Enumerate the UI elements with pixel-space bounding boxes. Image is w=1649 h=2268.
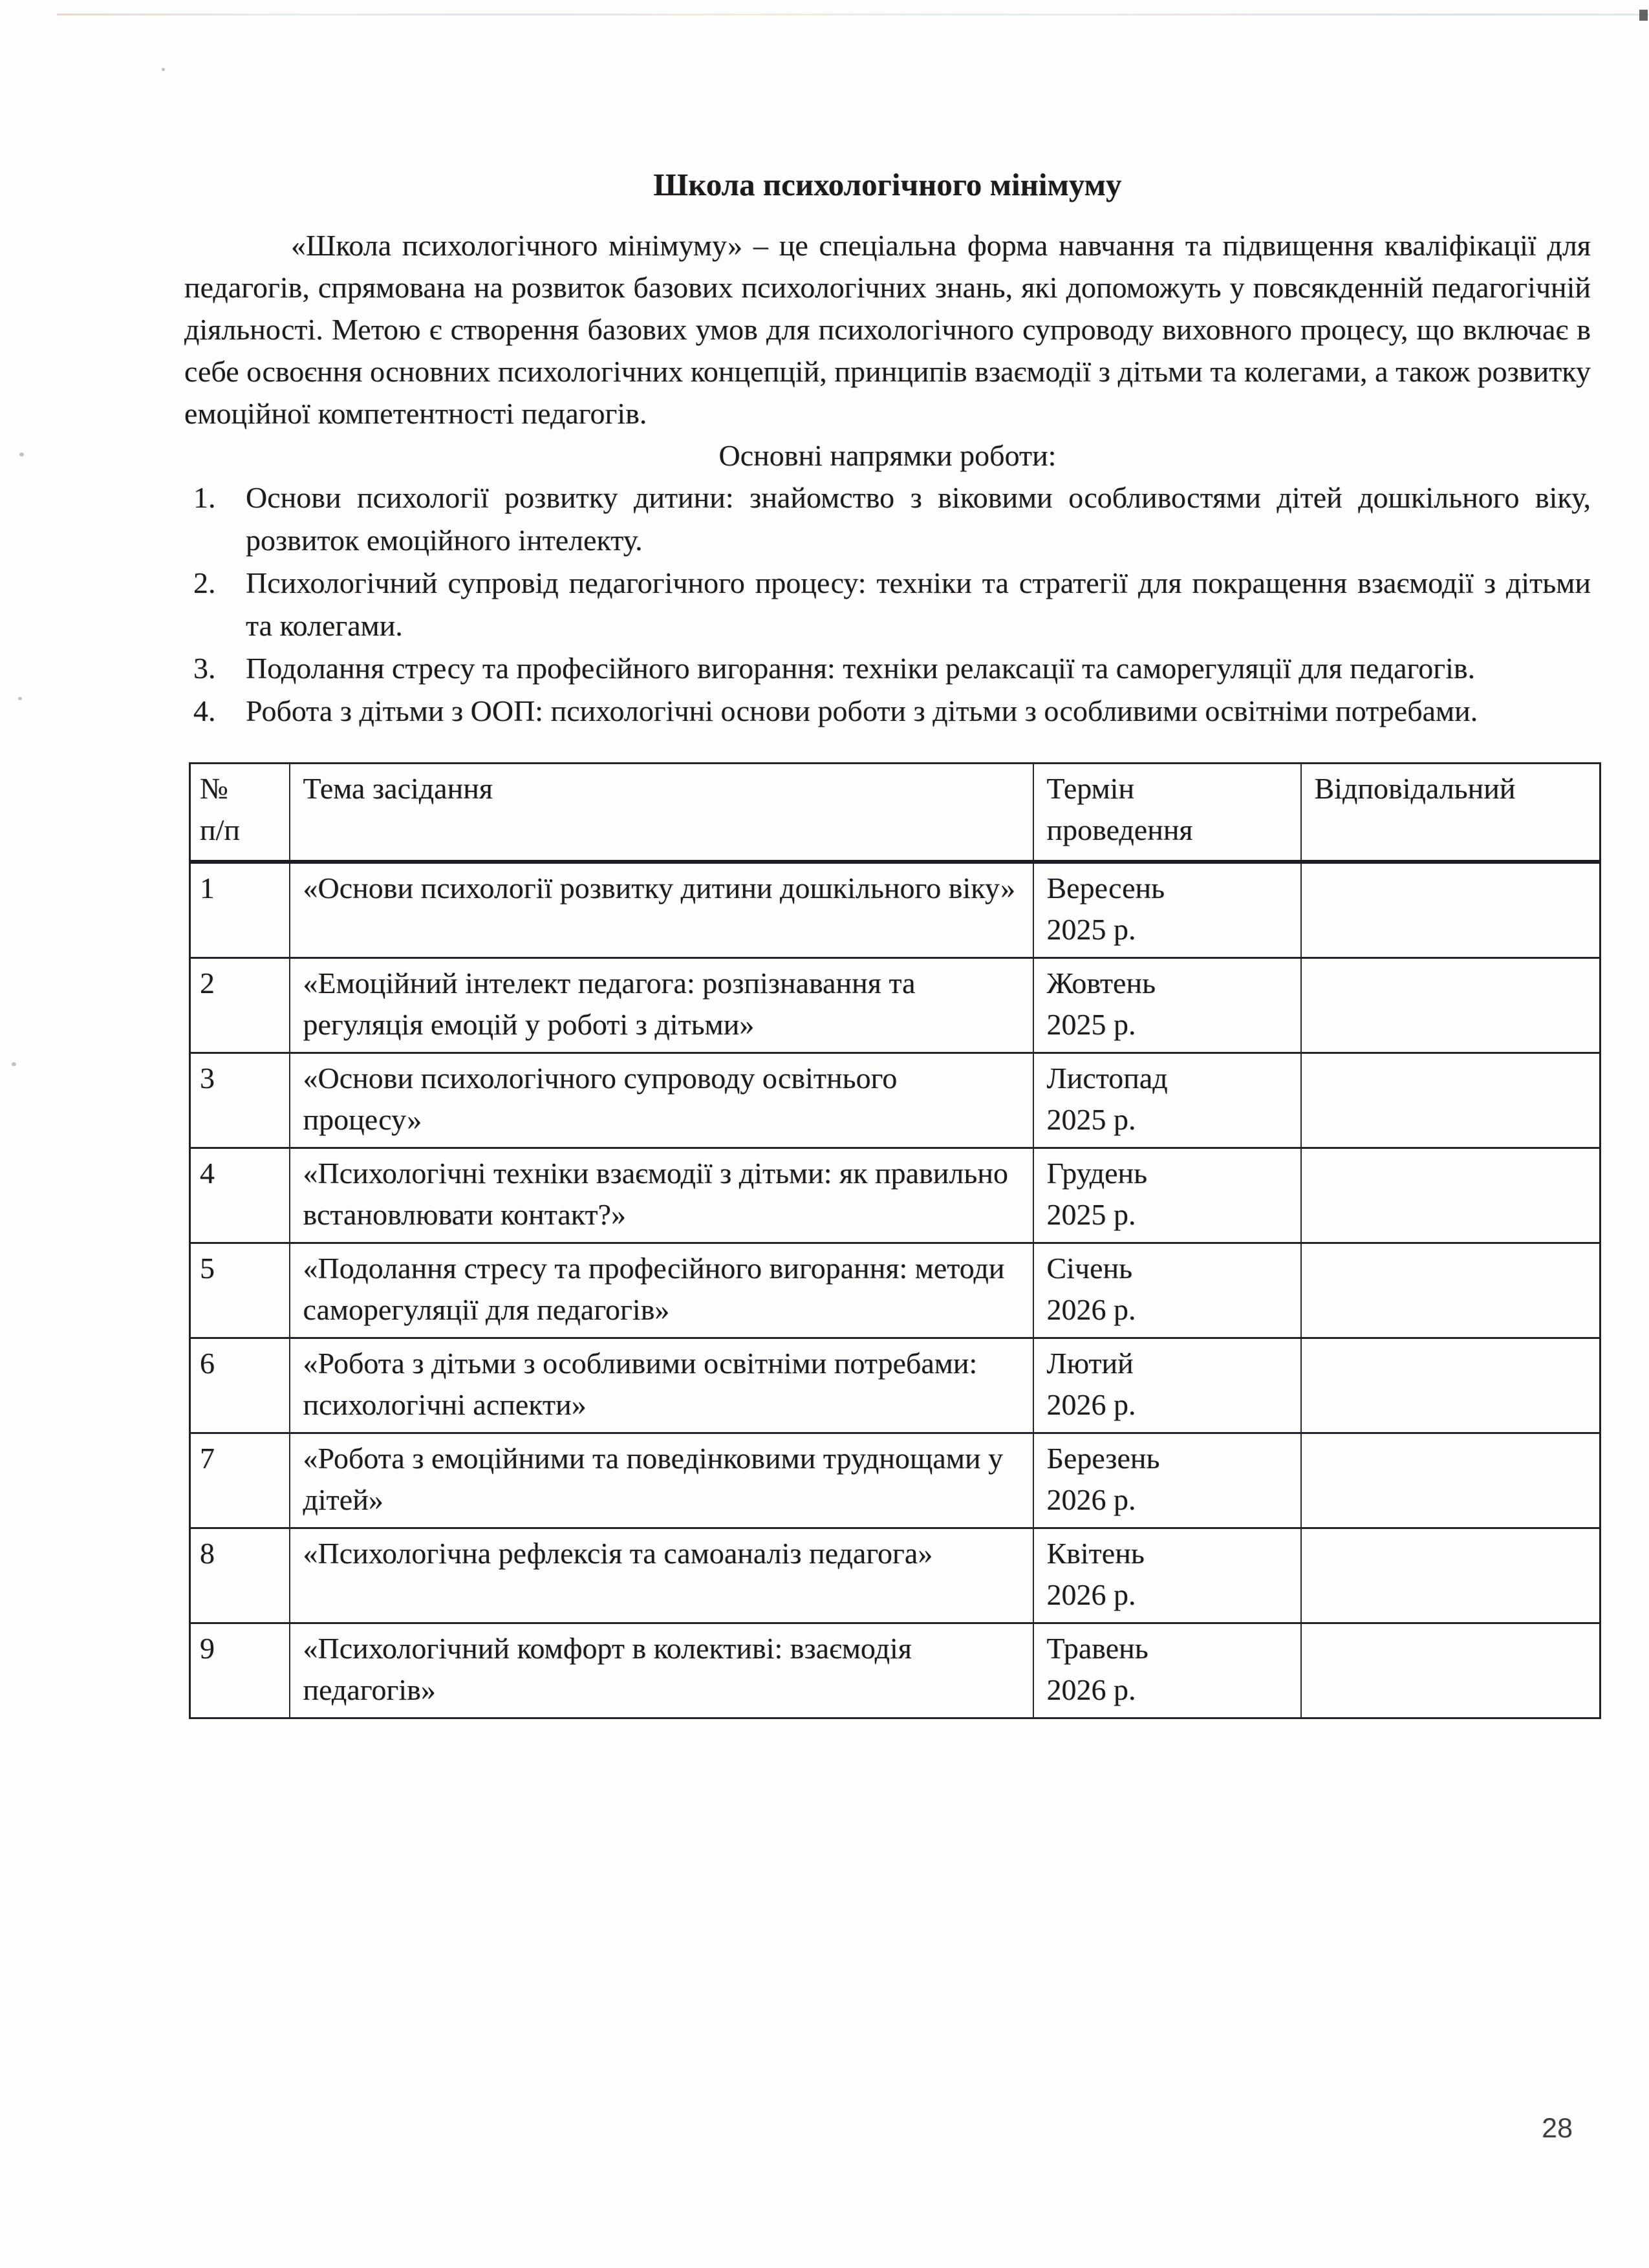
cell-number: 9: [190, 1623, 290, 1718]
list-item: [184, 647, 1591, 690]
scan-speck: [12, 1062, 16, 1066]
list-item-text: Основи психології розвитку дитини: знайомство з віковими особливостями дітей дошкільного віку, розвиток емоційного інтелекту.: [246, 481, 1591, 557]
cell-topic: «Робота з емоційними та поведінковими труднощами у дітей»: [290, 1433, 1033, 1528]
list-item-number: 1.: [193, 481, 216, 514]
list-item-number: 4.: [193, 694, 216, 727]
term-year: 2025 р.: [1046, 913, 1136, 946]
term-year: 2026 р.: [1046, 1388, 1136, 1421]
list-item-text: Психологічний супровід педагогічного процесу: техніки та стратегії для покращення взаємодії з дітьми та колегами.: [246, 566, 1591, 642]
cell-topic: «Психологічна рефлексія та самоаналіз педагога»: [290, 1528, 1033, 1623]
scan-artifact-line: [57, 14, 1649, 16]
numbered-list: [184, 476, 1591, 733]
cell-topic: «Психологічні техніки взаємодії з дітьми: як правильно встановлювати контакт?»: [290, 1148, 1033, 1243]
list-item: [184, 476, 1591, 562]
list-item-text: Подолання стресу та професійного вигорання: техніки релаксації та саморегуляції для педагогів.: [246, 652, 1476, 685]
header-number-line2: п/п: [200, 813, 241, 846]
cell-number: 4: [190, 1148, 290, 1243]
page-number: 28: [1542, 2113, 1573, 2144]
cell-responsible: [1301, 1148, 1600, 1243]
cell-responsible: [1301, 1623, 1600, 1718]
cell-term: [1033, 1433, 1301, 1528]
table-row: [190, 1528, 1600, 1623]
table-row: [190, 1148, 1600, 1243]
cell-term: [1033, 1148, 1301, 1243]
table-row: [190, 862, 1600, 958]
header-responsible: Відповідальний: [1301, 764, 1600, 862]
cell-term: [1033, 1243, 1301, 1338]
cell-responsible: [1301, 1528, 1600, 1623]
term-year: 2025 р.: [1046, 1008, 1136, 1041]
header-number-line1: №: [200, 772, 228, 805]
term-month: Лютий: [1046, 1347, 1134, 1380]
table-row: [190, 1623, 1600, 1718]
cell-number: 5: [190, 1243, 290, 1338]
table-row: [190, 958, 1600, 1053]
term-month: Листопад: [1046, 1062, 1168, 1095]
cell-term: [1033, 1338, 1301, 1433]
cell-number: 6: [190, 1338, 290, 1433]
term-year: 2026 р.: [1046, 1578, 1136, 1611]
table-row: [190, 1243, 1600, 1338]
cell-topic: «Подолання стресу та професійного вигорання: методи саморегуляції для педагогів»: [290, 1243, 1033, 1338]
cell-topic: «Основи психологічного супроводу освітнього процесу»: [290, 1053, 1033, 1148]
header-term: [1033, 764, 1301, 862]
list-item-text: Робота з дітьми з ООП: психологічні основи роботи з дітьми з особливими освітніми потребами.: [246, 694, 1478, 727]
term-month: Травень: [1046, 1632, 1148, 1665]
term-month: Жовтень: [1046, 967, 1156, 1000]
intro-paragraph: «Школа психологічного мінімуму» – це спеціальна форма навчання та підвищення кваліфікації для педагогів, спрямована на розвиток базових психологічних знань, які допоможуть у повсякденній педагогічній діяльності. Метою є створення базових умов для психологічного супроводу виховного процесу, що включає в себе освоєння основних психологічних концепцій, принципів взаємодії з дітьми та колегами, а також розвитку емоційної компетентності педагогів.: [184, 229, 1591, 430]
table-row: [190, 1338, 1600, 1433]
header-topic: Тема засідання: [290, 764, 1033, 862]
scan-speck: [18, 697, 22, 700]
list-item: [184, 562, 1591, 647]
cell-responsible: [1301, 958, 1600, 1053]
cell-term: [1033, 958, 1301, 1053]
term-month: Квітень: [1046, 1537, 1145, 1570]
list-item-number: 2.: [193, 566, 216, 599]
cell-topic: «Психологічний комфорт в колективі: взаємодія педагогів»: [290, 1623, 1033, 1718]
cell-term: [1033, 862, 1301, 958]
cell-responsible: [1301, 1433, 1600, 1528]
list-item: [184, 690, 1591, 733]
scan-speck: [19, 453, 24, 456]
term-month: Вересень: [1046, 872, 1165, 904]
cell-term: [1033, 1528, 1301, 1623]
term-year: 2026 р.: [1046, 1673, 1136, 1706]
header-number: [190, 764, 290, 862]
cell-topic: «Емоційний інтелект педагога: розпізнавання та регуляція емоцій у роботі з дітьми»: [290, 958, 1033, 1053]
list-heading: Основні напрямки роботи:: [718, 439, 1057, 472]
cell-term: [1033, 1053, 1301, 1148]
cell-responsible: [1301, 1053, 1600, 1148]
term-year: 2025 р.: [1046, 1198, 1136, 1231]
cell-responsible: [1301, 1243, 1600, 1338]
cell-number: 8: [190, 1528, 290, 1623]
table-row: [190, 1053, 1600, 1148]
term-year: 2026 р.: [1046, 1293, 1136, 1326]
cell-topic: «Робота з дітьми з особливими освітніми потребами: психологічні аспекти»: [290, 1338, 1033, 1433]
header-term-line2: проведення: [1046, 813, 1193, 846]
table-row: [190, 1433, 1600, 1528]
scan-artifact-block: [1639, 10, 1648, 21]
list-item-number: 3.: [193, 652, 216, 685]
cell-number: 2: [190, 958, 290, 1053]
scan-speck: [162, 68, 165, 71]
cell-term: [1033, 1623, 1301, 1718]
cell-number: 7: [190, 1433, 290, 1528]
cell-responsible: [1301, 1338, 1600, 1433]
cell-responsible: [1301, 862, 1600, 958]
header-term-line1: Термін: [1046, 772, 1135, 805]
term-month: Березень: [1046, 1442, 1160, 1475]
term-year: 2025 р.: [1046, 1103, 1136, 1136]
schedule-table: [189, 762, 1601, 1719]
term-year: 2026 р.: [1046, 1483, 1136, 1516]
table-header-row: [190, 764, 1600, 862]
term-month: Грудень: [1046, 1157, 1148, 1190]
document-content: [184, 160, 1591, 1719]
cell-number: 3: [190, 1053, 290, 1148]
document-title: Школа психологічного мінімуму: [653, 167, 1122, 202]
term-month: Січень: [1046, 1252, 1133, 1285]
cell-topic: «Основи психології розвитку дитини дошкільного віку»: [290, 862, 1033, 958]
cell-number: 1: [190, 862, 290, 958]
